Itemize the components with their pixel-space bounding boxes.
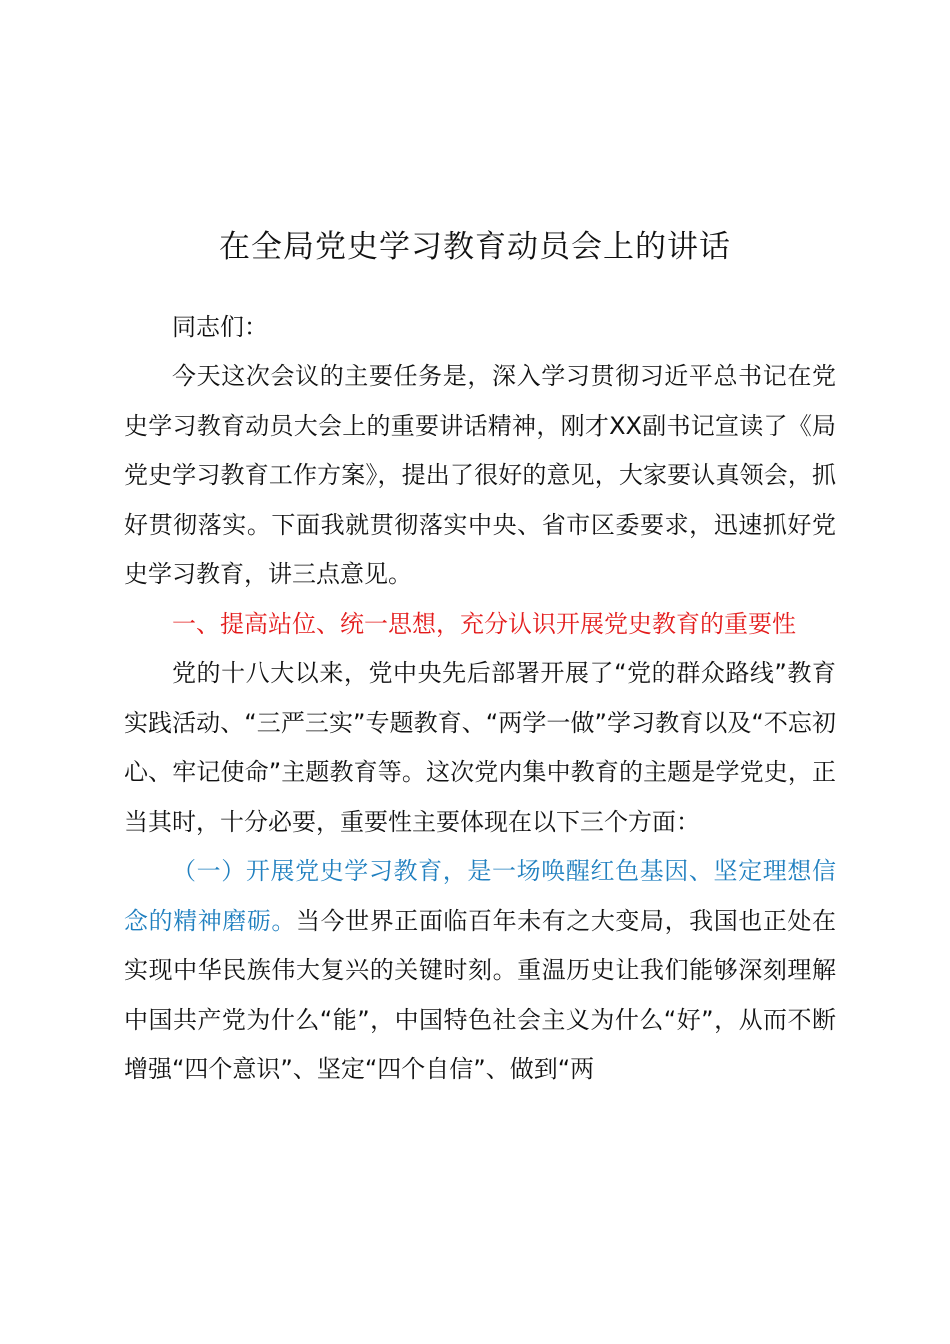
paragraph-subsection-1 bbox=[124, 847, 836, 1095]
subsection-heading-1: （一）开展党史学习教育，是一场唤醒红色基因、坚定理想信念的精神磨砺。 bbox=[124, 857, 836, 935]
document-title: 在全局党史学习教育动员会上的讲话 bbox=[219, 229, 731, 265]
salutation: 同志们： bbox=[172, 313, 268, 341]
paragraph-background: 党的十八大以来，党中央先后部署开展了“党的群众路线”教育实践活动、“三严三实”专题教育、“两学一做”学习教育以及“不忘初心、牢记使命”主题教育等。这次党内集中教育的主题是学党史，正当其时，十分必要，重要性主要体现在以下三个方面： bbox=[124, 659, 836, 836]
body-content bbox=[124, 352, 836, 1095]
section-heading-1: 一、提高站位、统一思想，充分认识开展党史教育的重要性 bbox=[172, 609, 796, 638]
paragraph-intro: 今天这次会议的主要任务是，深入学习贯彻习近平总书记在党史学习教育动员大会上的重要讲话精神，刚才XX副书记宣读了《局党史学习教育工作方案》，提出了很好的意见，大家要认真领会，抓好贯彻落实。下面我就贯彻落实中央、省市区委要求，迅速抓好党史学习教育，讲三点意见。 bbox=[124, 362, 836, 588]
subsection-1-text: 当今世界正面临百年未有之大变局，我国也正处在实现中华民族伟大复兴的关键时刻。重温历史让我们能够深刻理解中国共产党为什么“能”，中国特色社会主义为什么“好”，从而不断增强“四个意识”、坚定“四个自信”、做到“两 bbox=[124, 906, 836, 1083]
